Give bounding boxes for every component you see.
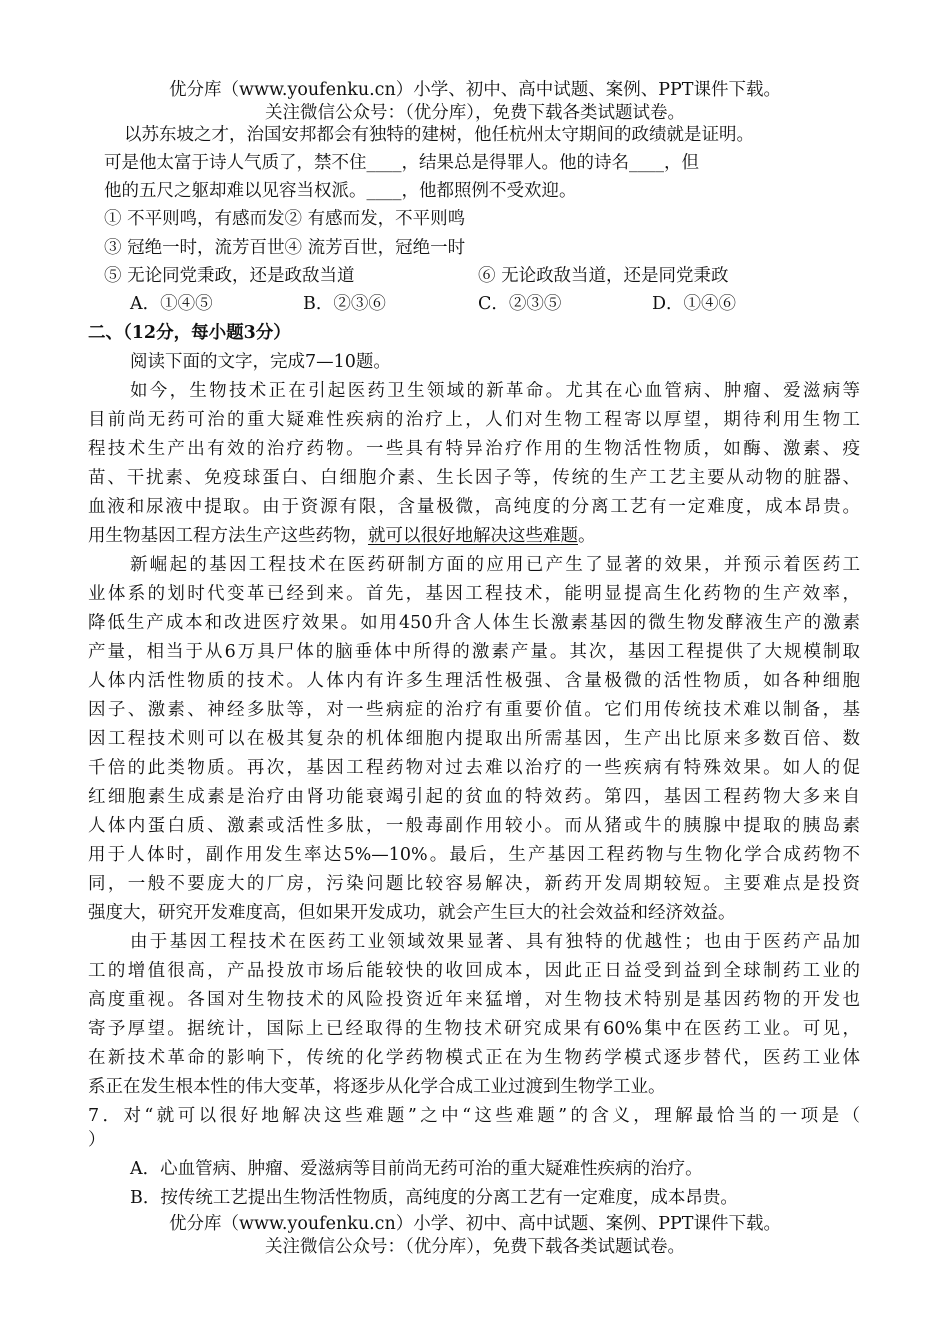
passage-p2-line-13: 强度大，研究开发难度高，但如果开发成功，就会产生巨大的社会效益和经济效益。 — [88, 903, 736, 923]
passage-p1-line-4: 苗、干扰素、免疫球蛋白、白细胞介素、生长因子等，传统的生产工艺主要从动物的脏器、 — [88, 468, 860, 488]
q6-item-row-3a: ⑤ 无论同党秉政，还是政敌当道 — [104, 266, 355, 286]
passage-p2-line-9: 红细胞素生成素是治疗由肾功能衰竭引起的贫血的特效药。第四，基因工程药物大多来自 — [88, 787, 860, 807]
q6-item-row-2: ③ 冠绝一时，流芳百世④ 流芳百世，冠绝一时 — [104, 238, 466, 258]
passage-p3-line-5: 在新技术革命的影响下，传统的化学药物模式正在为生物药学模式逐步替代，医药工业体 — [88, 1048, 860, 1068]
passage-p2-line-10: 人体内蛋白质、激素或活性多肽，一般毒副作用较小。而从猪或牛的胰腺中提取的胰岛素 — [88, 816, 860, 836]
q6-option-d[interactable]: D．①④⑥ — [652, 294, 737, 314]
passage-p2-line-3: 降低生产成本和改进医疗效果。如用450升含人体生长激素基因的微生物发酵液生产的激素 — [88, 613, 860, 633]
section-2-instruction: 阅读下面的文字，完成7—10题。 — [130, 352, 391, 372]
passage-p2-line-6: 因子、激素、神经多肽等，对一些病症的治疗有重要价值。它们用传统技术难以制备，基 — [88, 700, 860, 720]
passage-p1-line-6 — [88, 524, 596, 548]
passage-p2-line-8: 千倍的此类物质。再次，基因工程药物对过去难以治疗的一些疾病有特殊效果。如人的促 — [88, 758, 860, 778]
passage-p1-line-5: 血液和尿液中提取。由于资源有限，含量极微，高纯度的分离工艺有一定难度，成本昂贵。 — [88, 497, 860, 517]
passage-p2-line-11: 用于人体时，副作用发生率达5%—10%。最后，生产基因工程药物与生物化学合成药物不 — [88, 845, 860, 865]
q6-option-b[interactable]: B．②③⑥ — [303, 294, 386, 314]
passage-p3-line-1: 由于基因工程技术在医药工业领域效果显著、具有独特的优越性；也由于医药产品加 — [130, 932, 860, 952]
passage-p3-line-4: 寄予厚望。据统计，国际上已经取得的生物技术研究成果有60%集中在医药工业。可见， — [88, 1019, 860, 1039]
q7-stem-line-1: 7．对“就可以很好地解决这些难题”之中“这些难题”的含义，理解最恰当的一项是（ — [88, 1106, 860, 1126]
q7-option-a[interactable]: A．心血管病、肿瘤、爱滋病等目前尚无药可治的重大疑难性疾病的治疗。 — [130, 1159, 703, 1179]
passage-p3-line-2: 工的增值很高，产品投放市场后能较快的收回成本，因此正日益受到益到全球制药工业的 — [88, 961, 860, 981]
section-2-title: 二、（12分，每小题3分） — [88, 323, 291, 343]
passage-p2-line-4: 产量，相当于从6万具尸体的脑垂体中所得的激素产量。其次，基因工程提供了大规模制取 — [88, 642, 860, 662]
q7-option-b[interactable]: B．按传统工艺提出生物活性物质，高纯度的分离工艺有一定难度，成本昂贵。 — [130, 1188, 738, 1208]
passage-p1-last-c: 。 — [578, 526, 596, 546]
passage-p2-line-2: 业体系的划时代变革已经到来。首先，基因工程技术，能明显提高生化药物的生产效率， — [88, 584, 860, 604]
q6-stem-line-3: 他的五尺之躯却难以见容当权派。____，他都照例不受欢迎。 — [104, 181, 577, 201]
underlined-phrase: 就可以很好地解决这些难题 — [368, 526, 578, 546]
q6-item-row-1: ① 不平则鸣，有感而发② 有感而发，不平则鸣 — [104, 209, 466, 229]
header-line-2: 关注微信公众号：（优分库），免费下载各类试题试卷。 — [265, 103, 685, 123]
passage-p3-line-3: 高度重视。各国对生物技术的风险投资近年来猛增，对生物技术特别是基因药物的开发也 — [88, 990, 860, 1010]
q6-option-a[interactable]: A．①④⑤ — [130, 294, 213, 314]
q6-option-c[interactable]: C．②③⑤ — [478, 294, 562, 314]
passage-p2-line-7: 因工程技术则可以在极其复杂的机体细胞内提取出所需基因，生产出比原来多数百倍、数 — [88, 729, 860, 749]
passage-p1-line-2: 目前尚无药可治的重大疑难性疾病的治疗上，人们对生物工程寄以厚望，期待利用生物工 — [88, 410, 860, 430]
passage-p2-line-5: 人体内活性物质的技术。人体内有许多生理活性极强、含量极微的活性物质，如各种细胞 — [88, 671, 860, 691]
passage-p2-line-1: 新崛起的基因工程技术在医药研制方面的应用已产生了显著的效果，并预示着医药工 — [130, 555, 860, 575]
passage-p1-line-1: 如今，生物技术正在引起医药卫生领域的新革命。尤其在心血管病、肿瘤、爱滋病等 — [130, 381, 860, 401]
passage-p3-line-6: 系正在发生根本性的伟大变革，将逐步从化学合成工业过渡到生物学工业。 — [88, 1077, 666, 1097]
q6-stem-line-1: 以苏东坡之才，治国安邦都会有独特的建树，他任杭州太守期间的政绩就是证明。 — [124, 125, 754, 145]
q6-item-row-3b: ⑥ 无论政敌当道，还是同党秉政 — [478, 266, 729, 286]
footer-line-1: 优分库（www.youfenku.cn）小学、初中、高中试题、案例、PPT课件下载。 — [169, 1214, 781, 1234]
header-line-1: 优分库（www.youfenku.cn）小学、初中、高中试题、案例、PPT课件下载。 — [169, 80, 781, 100]
q7-stem-line-2: ） — [88, 1130, 106, 1150]
footer-line-2: 关注微信公众号：（优分库），免费下载各类试题试卷。 — [265, 1237, 685, 1257]
passage-p1-last-a: 用生物基因工程方法生产这些药物， — [88, 526, 368, 546]
passage-p1-line-3: 程技术生产出有效的治疗药物。一些具有特异治疗作用的生物活性物质，如酶、激素、疫 — [88, 439, 860, 459]
passage-p2-line-12: 同，一般不要庞大的厂房，污染问题比较容易解决，新药开发周期较短。主要难点是投资 — [88, 874, 860, 894]
q6-stem-line-2: 可是他太富于诗人气质了，禁不住____，结果总是得罪人。他的诗名____，但 — [104, 153, 699, 173]
